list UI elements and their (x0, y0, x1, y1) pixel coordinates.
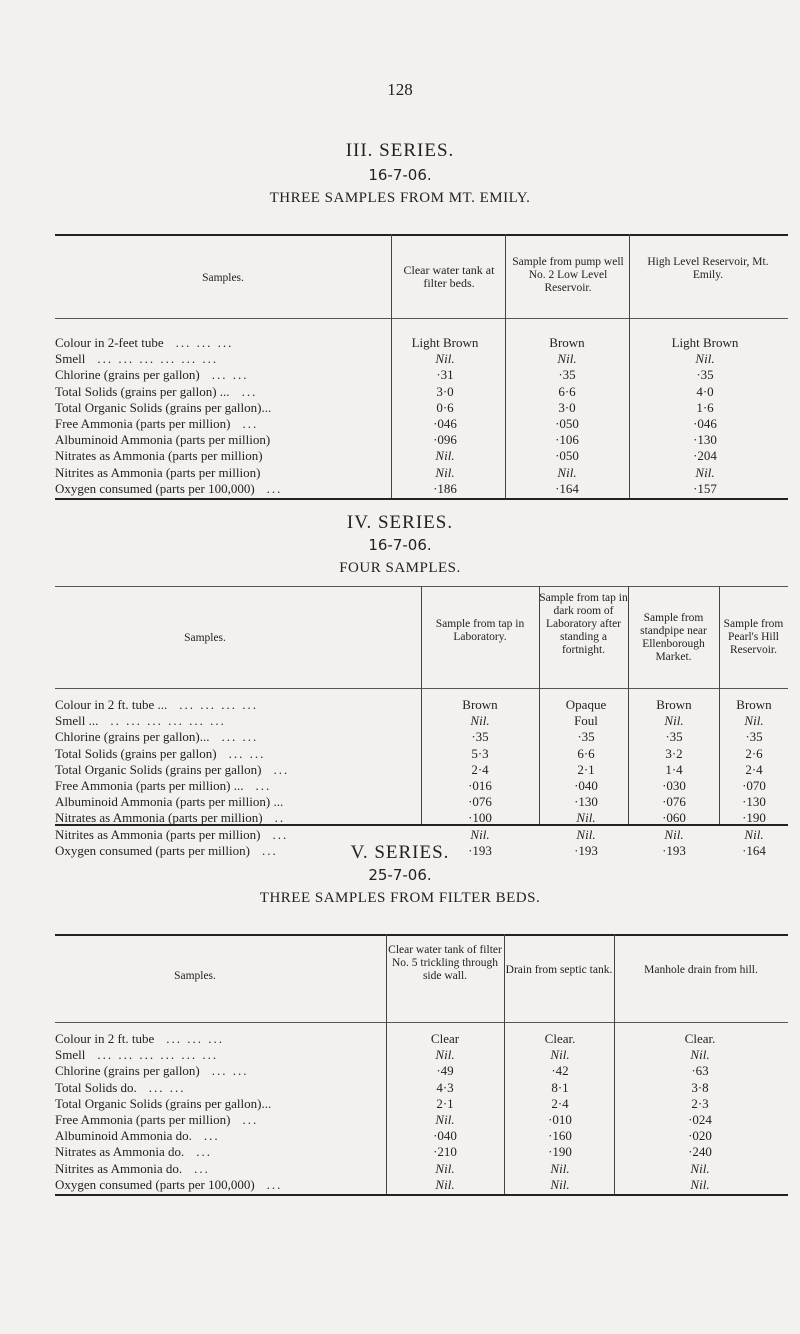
leader-dots: ... (261, 842, 278, 858)
table-cell: Light Brown (411, 335, 479, 350)
table-cell: 4·3 (436, 1079, 454, 1095)
table-cell: ·050 (555, 448, 579, 464)
table-cell: ·040 (433, 1128, 457, 1144)
row-label (55, 696, 258, 713)
table-cell: ·016 (468, 778, 492, 793)
row-label-text: Oxygen consumed (parts per 100,000) (55, 480, 255, 496)
leader-dots: ... (255, 778, 272, 793)
leader-dots: ... (272, 826, 289, 842)
table-cell: ·160 (548, 1128, 572, 1144)
row-label-text: Colour in 2-feet tube (55, 335, 164, 350)
table-cell: ·157 (693, 480, 717, 496)
row-label (55, 809, 285, 826)
analysis-table (55, 934, 788, 1196)
table-cell: 3·8 (691, 1079, 709, 1095)
leader-dots: ... (196, 1144, 213, 1160)
section-title: V. SERIES. (350, 842, 450, 863)
leader-dots: ... (194, 1160, 210, 1176)
row-label-text: Smell (55, 351, 86, 367)
row-label-text: Smell (55, 1047, 86, 1063)
table-cell: 6·6 (558, 383, 576, 399)
table-cell: Nil. (435, 351, 455, 367)
table-cell: Nil. (550, 1047, 570, 1063)
table-cell: ·190 (548, 1144, 572, 1160)
table-cell: Nil. (550, 1176, 570, 1192)
row-label-text: Colour in 2 ft. tube ... (55, 697, 168, 712)
table-cell: ·050 (555, 416, 579, 431)
row-label-text: Oxygen consumed (parts per 100,000) (55, 1176, 255, 1192)
table-cell: ·046 (693, 416, 717, 431)
table-cell: 2·1 (577, 761, 595, 777)
leader-dots: ... ... ... (166, 1031, 225, 1046)
row-label (55, 826, 288, 843)
leader-dots: ... (266, 480, 283, 496)
row-label-text: Free Ammonia (parts per million) (55, 1112, 231, 1127)
row-label (55, 1095, 271, 1112)
table-cell: ·096 (433, 432, 457, 448)
header-col: Clear water tank at filter beds. (403, 263, 495, 290)
row-label (55, 464, 260, 481)
table-cell: Nil. (435, 1047, 455, 1063)
table-cell: Nil. (470, 826, 490, 842)
row-label-text: Oxygen consumed (parts per million) (55, 842, 250, 858)
row-label-text: Free Ammonia (parts per million) ... (55, 778, 244, 793)
row-label-text: Total Organic Solids (grains per gallon)... (55, 1095, 272, 1111)
leader-dots: .. (274, 810, 286, 826)
leader-dots: .. ... ... ... ... ... (110, 713, 226, 729)
row-label-text: Free Ammonia (parts per million) (55, 416, 231, 431)
table-cell: ·164 (742, 842, 766, 858)
table-cell: ·100 (468, 810, 492, 826)
header-col: Clear water tank of filter No. 5 trickling through side wall. (388, 944, 502, 982)
table-cell: Nil. (576, 810, 596, 826)
leader-dots: ... ... (211, 1063, 249, 1079)
row-label (55, 1030, 224, 1047)
row-label (55, 334, 233, 351)
table-cell: ·076 (468, 794, 492, 810)
table-cell: ·35 (745, 729, 763, 745)
leader-dots: ... ... ... ... (179, 697, 259, 712)
header-col: Drain from septic tank. (505, 964, 613, 976)
table-cell: ·186 (433, 480, 457, 496)
leader-dots: ... (266, 1176, 283, 1192)
table-cell: ·164 (555, 480, 579, 496)
table-cell: Light Brown (671, 335, 739, 350)
leader-dots: ... ... (228, 745, 266, 761)
table-cell: 6·6 (577, 745, 595, 761)
table-cell: Nil. (695, 464, 715, 480)
row-label (55, 1046, 218, 1063)
table-cell: ·49 (436, 1063, 454, 1079)
row-label-text: Nitrites as Ammonia do. (55, 1160, 183, 1176)
header-samples: Samples. (202, 272, 244, 284)
row-label (55, 1176, 282, 1193)
table-cell: ·130 (693, 432, 717, 448)
table-cell: ·010 (548, 1112, 572, 1127)
table-cell: 5·3 (471, 745, 489, 761)
row-label (55, 1111, 258, 1128)
leader-dots: ... ... (148, 1079, 186, 1095)
leader-dots: ... (242, 416, 259, 431)
table-cell: 2·3 (691, 1095, 709, 1111)
row-label (55, 366, 249, 383)
leader-dots: ... ... ... ... ... ... (97, 1047, 219, 1063)
table-cell: ·030 (662, 778, 686, 793)
leader-dots: ... ... ... (175, 335, 234, 350)
header-samples: Samples. (174, 970, 216, 982)
header-col: Manhole drain from hill. (644, 964, 758, 976)
row-label (55, 415, 258, 432)
row-label (55, 712, 226, 729)
table-cell: ·193 (468, 842, 492, 858)
leader-dots: ... (242, 1112, 259, 1127)
row-label-text: Total Organic Solids (grains per gallon) (55, 761, 262, 777)
table-cell: 3·2 (665, 745, 683, 761)
row-label-text: Albuminoid Ammonia (parts per million) ... (55, 794, 284, 810)
table-cell: ·106 (555, 432, 579, 448)
row-label-text: Nitrates as Ammonia (parts per million) (55, 810, 263, 826)
table-cell: Nil. (435, 448, 455, 464)
table-cell: Nil. (576, 826, 596, 842)
section-title: III. SERIES. (345, 140, 455, 161)
table-cell: ·35 (558, 367, 576, 383)
row-label-text: Colour in 2 ft. tube (55, 1031, 155, 1046)
table-cell: ·024 (688, 1112, 712, 1127)
table-cell: 3·0 (436, 383, 454, 399)
table-cell: ·130 (742, 794, 766, 810)
row-label-text: Total Solids (grains per gallon) ... (55, 383, 230, 399)
row-label-text: Total Solids do. (55, 1079, 137, 1095)
row-label-text: Total Organic Solids (grains per gallon)... (55, 399, 272, 415)
row-label-text: Chlorine (grains per gallon)... (55, 729, 210, 745)
header-col: Sample from tap in dark room of Laboratory after standing a fortnight. (539, 592, 628, 656)
row-label-text: Chlorine (grains per gallon) (55, 367, 200, 383)
row-label (55, 745, 265, 762)
page-number: 128 (387, 80, 413, 99)
row-label (55, 777, 271, 794)
row-label (55, 728, 258, 745)
section-subtitle: THREE SAMPLES FROM FILTER BEDS. (259, 890, 541, 906)
row-label (55, 1160, 210, 1177)
table-cell: Nil. (744, 826, 764, 842)
table-cell: 2·4 (471, 761, 489, 777)
table-cell: Clear. (684, 1031, 716, 1046)
table-cell: 0·6 (436, 399, 454, 415)
table-cell: 1·6 (696, 399, 714, 415)
table-cell: ·190 (742, 810, 766, 826)
table-cell: 1·4 (665, 761, 683, 777)
leader-dots: ... (203, 1128, 220, 1144)
row-label (55, 480, 282, 497)
table-cell: Nil. (550, 1160, 570, 1176)
table-cell: Nil. (690, 1047, 710, 1063)
table-cell: ·42 (551, 1063, 569, 1079)
table-cell: Clear. (544, 1031, 576, 1046)
section-title: IV. SERIES. (346, 512, 454, 533)
header-col: High Level Reservoir, Mt. Emily. (647, 256, 769, 281)
table-cell: Nil. (690, 1176, 710, 1192)
section-subtitle: THREE SAMPLES FROM MT. EMILY. (269, 190, 531, 206)
table-cell: Nil. (664, 826, 684, 842)
section-subtitle: FOUR SAMPLES. (339, 560, 461, 576)
table-cell: 8·1 (551, 1079, 569, 1095)
row-label (55, 447, 263, 464)
section-date: 25-7-06. (368, 866, 432, 884)
row-label (55, 1127, 220, 1144)
table-cell: ·210 (433, 1144, 457, 1160)
table-cell: ·63 (691, 1063, 709, 1079)
row-label-text: Nitrites as Ammonia (parts per million) (55, 464, 261, 480)
table-cell: ·020 (688, 1128, 712, 1144)
table-cell: Nil. (435, 1176, 455, 1192)
table-cell: ·35 (577, 729, 595, 745)
row-label (55, 431, 270, 448)
table-cell: Nil. (435, 1112, 455, 1127)
table-cell: ·046 (433, 416, 457, 431)
table-cell: 3·0 (558, 399, 576, 415)
row-label (55, 793, 283, 810)
table-cell: Nil. (435, 464, 455, 480)
table-cell: Foul (574, 713, 598, 729)
table-cell: Nil. (690, 1160, 710, 1176)
header-col: Sample from Pearl's Hill Reservoir. (723, 618, 784, 656)
table-cell: 2·6 (745, 745, 763, 761)
section-date: 16-7-06. (368, 166, 432, 184)
header-col: Sample from standpipe near Ellenborough Market. (640, 612, 707, 663)
table-cell: Nil. (744, 713, 764, 729)
table-cell: Nil. (435, 1160, 455, 1176)
leader-dots: ... (273, 761, 290, 777)
table-cell: Nil. (470, 713, 490, 729)
table-cell: 4·0 (696, 383, 714, 399)
section-date: 16-7-06. (368, 536, 432, 554)
table-cell: ·130 (574, 794, 598, 810)
leader-dots: ... ... ... ... ... ... (97, 351, 219, 367)
row-label-text: Smell ... (55, 713, 99, 729)
row-label (55, 1143, 212, 1160)
row-label (55, 1062, 249, 1079)
row-label-text: Nitrites as Ammonia (parts per million) (55, 826, 261, 842)
header-samples: Samples. (184, 632, 226, 644)
leader-dots: ... (241, 383, 258, 399)
table-cell: Nil. (557, 351, 577, 367)
table-cell: ·060 (662, 810, 686, 826)
row-label (55, 350, 218, 367)
table-cell: Brown (462, 697, 498, 712)
table-cell: 2·4 (745, 761, 763, 777)
table-cell: ·240 (688, 1144, 712, 1160)
table-cell: Nil. (695, 351, 715, 367)
table-cell: Brown (656, 697, 692, 712)
row-label-text: Nitrates as Ammonia (parts per million) (55, 448, 263, 464)
row-label-text: Chlorine (grains per gallon) (55, 1063, 200, 1079)
table-cell: ·31 (436, 367, 454, 383)
row-label (55, 399, 271, 416)
table-cell: ·35 (696, 367, 714, 383)
analysis-table (55, 234, 788, 500)
leader-dots: ... ... (211, 367, 249, 383)
leader-dots: ... ... (221, 729, 259, 745)
header-col: Sample from pump well No. 2 Low Level Reservoir. (512, 256, 624, 294)
table-cell: Nil. (557, 464, 577, 480)
table-cell: ·193 (662, 842, 686, 858)
row-label (55, 1079, 186, 1096)
table-cell: ·070 (742, 778, 766, 793)
table-cell: Brown (549, 335, 585, 350)
table-cell: ·193 (574, 842, 598, 858)
header-col: Sample from tap in Laboratory. (435, 618, 525, 643)
table-cell: ·35 (471, 729, 489, 745)
row-label-text: Total Solids (grains per gallon) (55, 745, 217, 761)
row-label-text: Nitrates as Ammonia do. (55, 1144, 185, 1160)
table-cell: Opaque (565, 697, 607, 712)
table-cell: 2·4 (551, 1095, 569, 1111)
row-label (55, 383, 257, 400)
table-cell: Brown (736, 697, 772, 712)
row-label-text: Albuminoid Ammonia (parts per million) (55, 432, 271, 448)
table-cell: ·076 (662, 794, 686, 810)
table-cell: ·040 (574, 778, 598, 793)
row-label-text: Albuminoid Ammonia do. (55, 1128, 192, 1144)
row-label (55, 761, 289, 778)
table-cell: 2·1 (436, 1095, 454, 1111)
table-cell: Nil. (664, 713, 684, 729)
table-cell: Clear (430, 1031, 460, 1046)
table-cell: ·35 (665, 729, 683, 745)
table-cell: ·204 (693, 448, 717, 464)
